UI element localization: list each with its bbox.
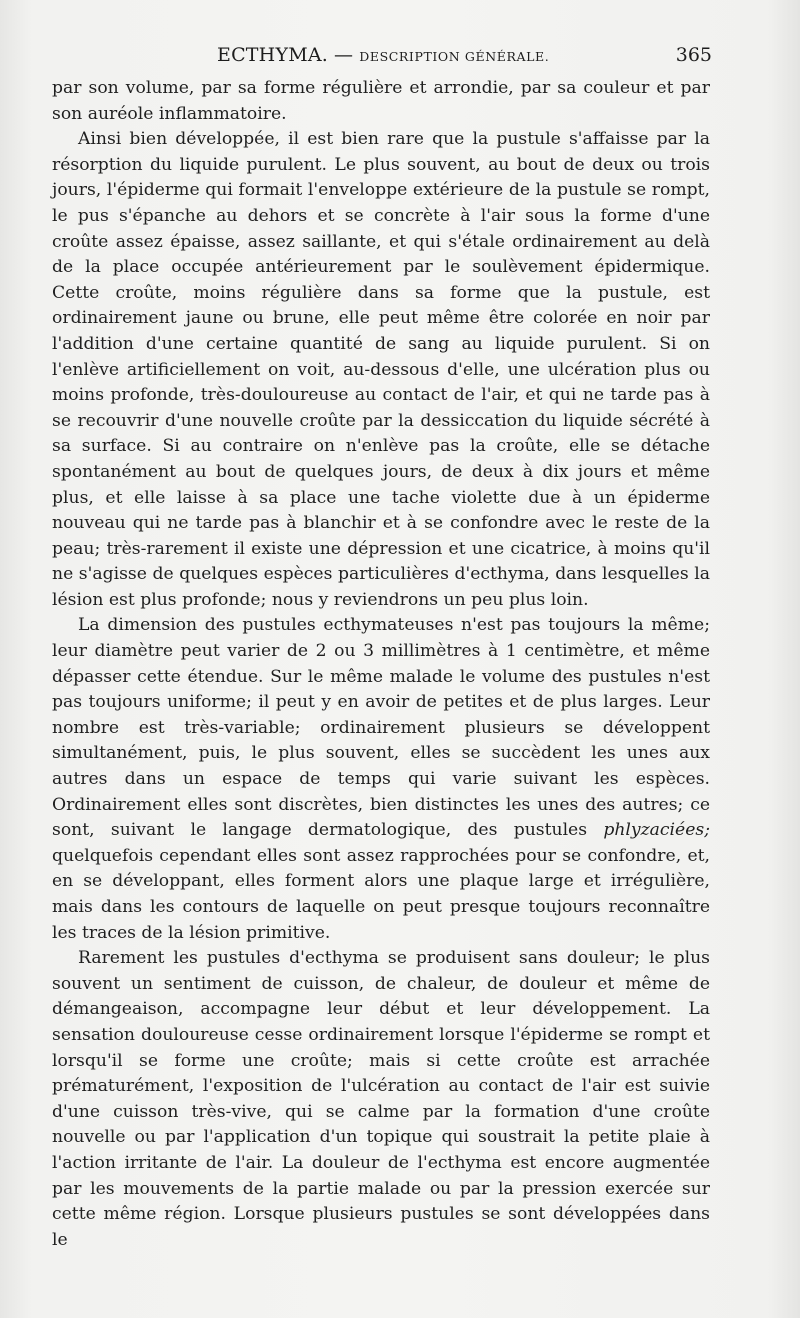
paragraph-3: [52, 613, 710, 946]
italic-term: phlyzaciées;: [603, 820, 710, 841]
running-head-title: ECTHYMA.: [217, 44, 329, 66]
paragraph-4: [52, 946, 710, 1253]
paragraph-2: [52, 127, 710, 613]
body-text: [52, 76, 710, 1253]
paragraph-1-text: par son volume, par sa forme régulière et arrondie, par sa couleur et par son auréole inflammatoire.: [52, 78, 710, 124]
paragraph-3-text-end: quelquefois cependant elles sont assez rapprochées pour se confondre, et, en se développant, elles forment alors une plaque large et irrégulière, mais dans les contours de laquelle on peut presque toujours reconnaître les traces de la lésion primitive.: [52, 845, 710, 943]
page-number: 365: [675, 44, 712, 66]
running-head-subtitle: DESCRIPTION GÉNÉRALE.: [359, 49, 550, 64]
running-head: [217, 44, 549, 66]
running-head-dash: —: [334, 44, 354, 66]
paragraph-2-text: Ainsi bien développée, il est bien rare que la pustule s'affaisse par la résorption du liquide purulent. Le plus souvent, au bout de deux ou trois jours, l'épiderme qui formait l'enveloppe extérieure de la pustule se rompt, le pus s'épanche au dehors et se concrète à l'air sous la forme d'une croûte assez épaisse, assez saillante, et qui s'étale ordinairement au delà de la place occupée antérieurement par le soulèvement épidermique. Cette croûte, moins régulière dans sa forme que la pustule, est ordinairement jaune ou brune, elle peut même être colorée en noir par l'addition d'une certaine quantité de sang au liquide purulent. Si on l'enlève artificiellement on voit, au-dessous d'elle, une ulcération plus ou moins profonde, très-douloureuse au contact de l'air, et qui ne tarde pas à se recouvrir d'une nouvelle croûte par la dessiccation du liquide sécrété à sa surface. Si au contraire on n'enlève pas la croûte, elle se détache spontanément au bout de quelques jours, de deux à dix jours et même plus, et elle laisse à sa place une tache violette due à un épiderme nouveau qui ne tarde pas à blanchir et à se confondre avec le reste de la peau; très-rarement il existe une dépression et une cicatrice, à moins qu'il ne s'agisse de quelques espèces particulières d'ecthyma, dans lesquelles la lésion est plus profonde; nous y reviendrons un peu plus loin.: [52, 129, 710, 610]
paragraph-3-text-start: La dimension des pustules ecthymateuses n'est pas toujours la même; leur diamètre peut varier de 2 ou 3 millimètres à 1 centimètre, et même dépasser cette étendue. Sur le même malade le volume des pustules n'est pas toujours uniforme; il peut y en avoir de petites et de plus larges. Leur nombre est très-variable; ordinairement plusieurs se développent simultanément, puis, le plus souvent, elles se succèdent les unes aux autres dans un espace de temps qui varie suivant les espèces. Ordinairement elles sont discrètes, bien distinctes les unes des autres; ce sont, suivant le langage dermatologique, des pustules: [52, 615, 710, 841]
paragraph-4-text: Rarement les pustules d'ecthyma se produisent sans douleur; le plus souvent un sentiment de cuisson, de chaleur, de douleur et même de démangeaison, accompagne leur début et leur développement. La sensation douloureuse cesse ordinairement lorsque l'épiderme se rompt et lorsqu'il se forme une croûte; mais si cette croûte est arrachée prématurément, l'exposition de l'ulcération au contact de l'air est suivie d'une cuisson très-vive, qui se calme par la formation d'une croûte nouvelle ou par l'application d'un topique qui soustrait la petite plaie à l'action irritante de l'air. La douleur de l'ecthyma est encore augmentée par les mouvements de la partie malade ou par la pression exercée sur cette même région. Lorsque plusieurs pustules se sont développées dans le: [52, 948, 710, 1250]
paragraph-1: [52, 76, 710, 127]
page-header: [52, 44, 712, 74]
